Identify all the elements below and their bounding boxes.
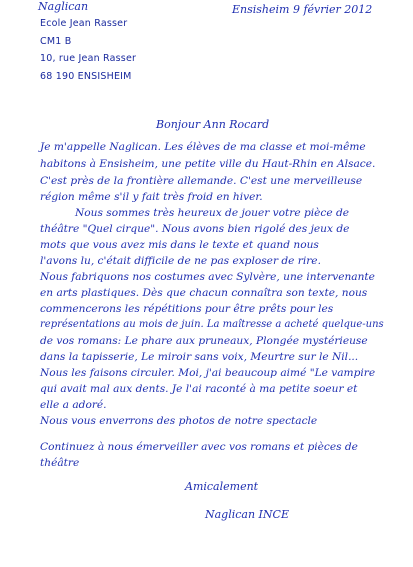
body-line: Nous les faisons circuler. Moi, j'ai beaucoup aimé "Le vampire [40, 367, 376, 379]
body-line: de vos romans: Le phare aux pruneaux, Plongée mystérieuse [40, 335, 368, 347]
place-date: Ensisheim 9 février 2012 [232, 3, 373, 16]
body-line: Continuez à nous émerveiller avec vos romans et pièces de [40, 441, 358, 453]
body-line: Nous vous enverrons des photos de notre spectacle [40, 415, 318, 427]
body-line: théâtre "Quel cirque". Nous avons bien rigolé des jeux de [40, 223, 350, 235]
body-line: C'est près de la frontière allemande. C'est une merveilleuse [40, 175, 363, 187]
sender-school: Ecole Jean Rasser [40, 18, 128, 29]
body-line: Je m'appelle Naglican. Les élèves de ma classe et moi-même [40, 141, 366, 153]
body-line: théâtre [40, 457, 80, 469]
body-line: Nous fabriquons nos costumes avec Sylvère, une intervenante [40, 271, 375, 283]
sender-class: CM1 B [40, 36, 72, 47]
sender-name: Naglican [38, 0, 89, 13]
sender-city: 68 190 ENSISHEIM [40, 71, 132, 82]
closing: Amicalement [185, 480, 259, 493]
body-line: elle a adoré. [40, 399, 107, 411]
body-line: qui avait mal aux dents. Je l'ai raconté à ma petite soeur et [40, 383, 358, 395]
signature: Naglican INCE [205, 508, 289, 521]
body-line: dans la tapisserie, Le miroir sans voix, Meurtre sur le Nil... [40, 351, 359, 363]
greeting: Bonjour Ann Rocard [156, 118, 270, 131]
body-line: région même s'il y fait très froid en hiver. [40, 191, 263, 203]
body-line: commencerons les répétitions pour être prêts pour les [40, 303, 334, 315]
body-line: en arts plastiques. Dès que chacun connaîtra son texte, nous [40, 287, 368, 299]
body-line: Nous sommes très heureux de jouer votre pièce de [75, 207, 350, 219]
body-line: habitons à Ensisheim, une petite ville du Haut-Rhin en Alsace. [40, 158, 376, 170]
body-line: mots que vous avez mis dans le texte et quand nous [40, 239, 319, 251]
body-line: l'avons lu, c'était difficile de ne pas exploser de rire. [40, 255, 321, 267]
sender-street: 10, rue Jean Rasser [40, 53, 137, 64]
body-line: représentations au mois de juin. La maîtresse a acheté quelque-uns [40, 319, 384, 330]
